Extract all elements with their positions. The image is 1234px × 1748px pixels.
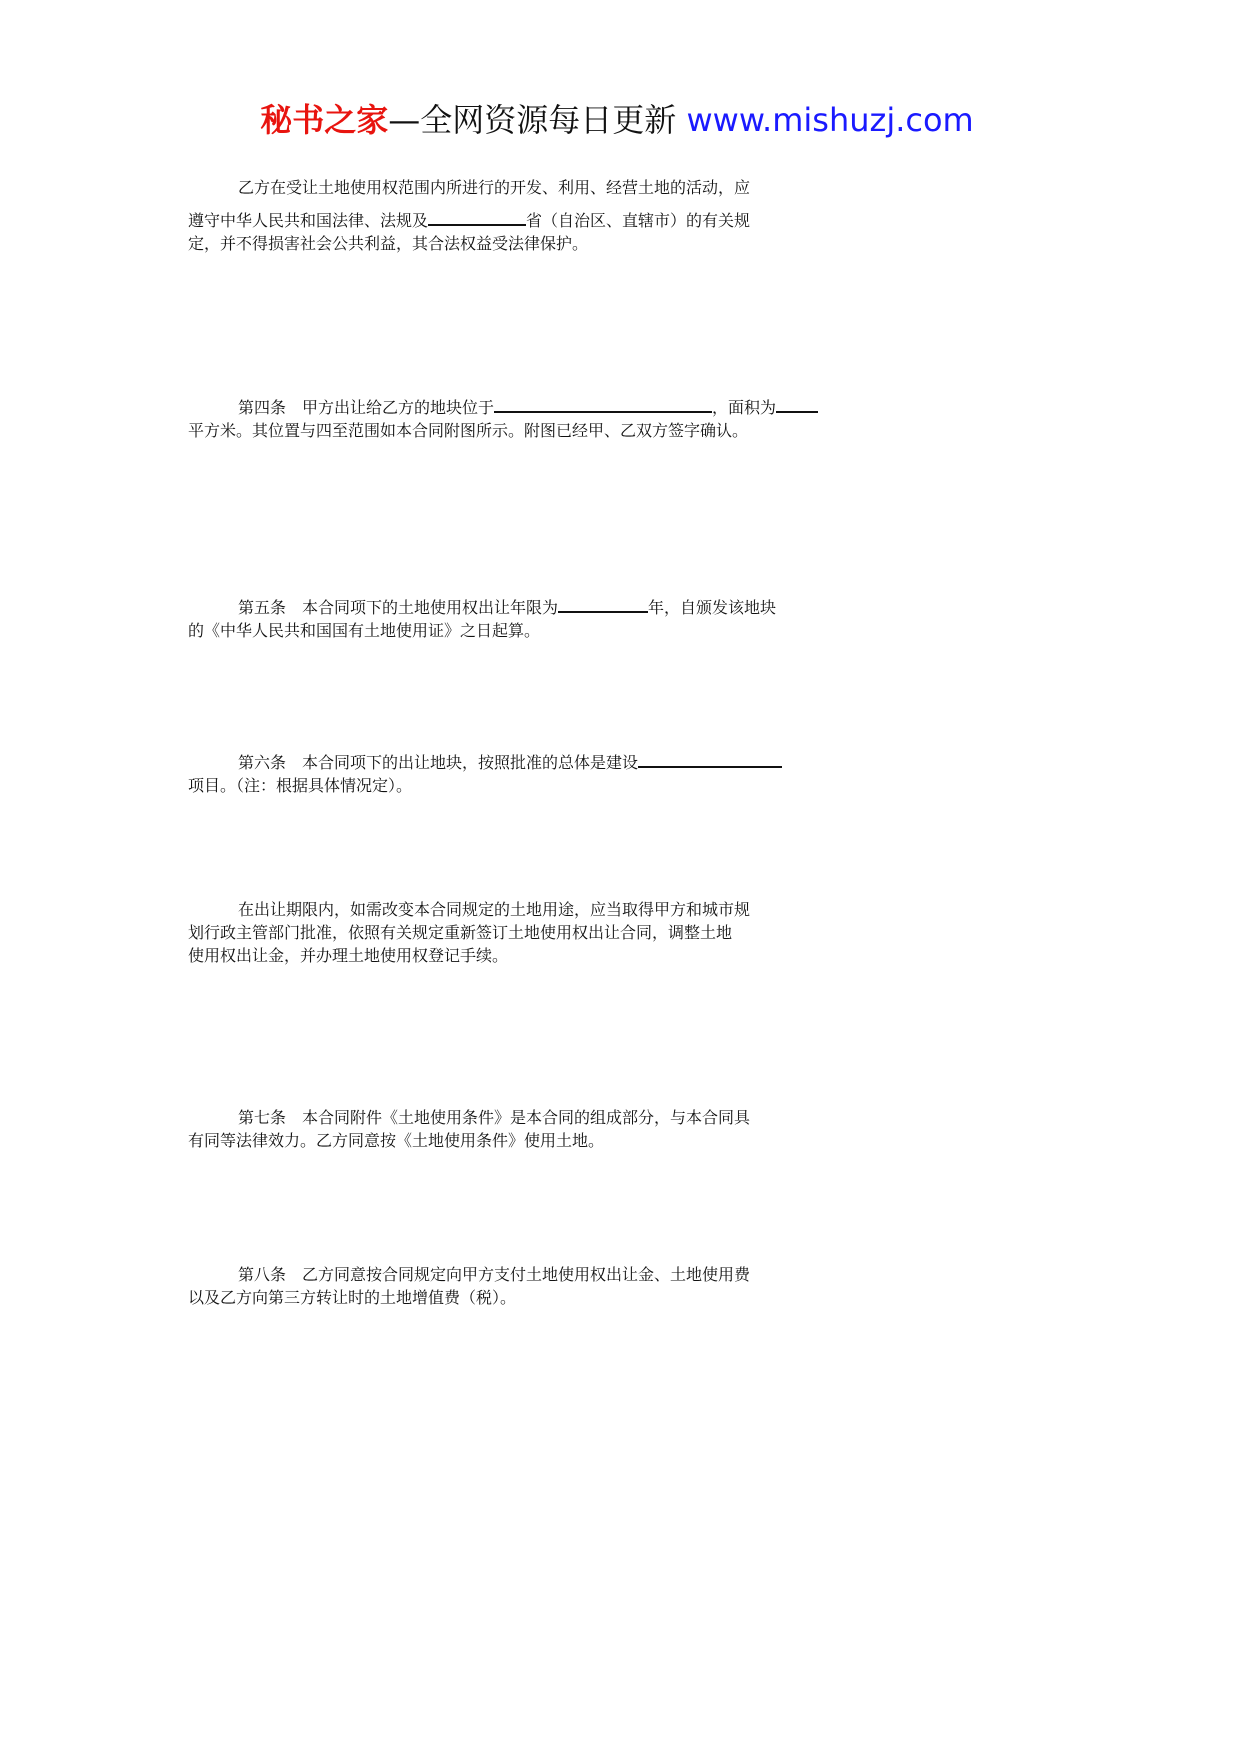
paragraph-land-use-change — [188, 897, 1048, 966]
text-segment: 省（自治区、直辖市）的有关规 — [526, 211, 751, 230]
fill-in-blank-area[interactable] — [776, 385, 818, 413]
text-line — [188, 585, 1048, 618]
fill-in-blank-project[interactable] — [638, 740, 782, 768]
page-header — [0, 100, 1234, 140]
brand-name: 秘书之家 — [260, 101, 389, 139]
text-line: 的《中华人民共和国国有土地使用证》之日起算。 — [188, 621, 541, 640]
header-dash: — — [388, 101, 421, 139]
text-line — [188, 198, 1048, 231]
text-line: 第七条 本合同附件《土地使用条件》是本合同的组成部分，与本合同具 — [238, 1108, 751, 1127]
article-7 — [188, 1105, 1048, 1151]
text-line: 使用权出让金，并办理土地使用权登记手续。 — [188, 946, 509, 965]
text-segment: 年，自颁发该地块 — [648, 598, 777, 617]
article-5 — [188, 585, 1048, 641]
text-segment: 遵守中华人民共和国法律、法规及 — [188, 211, 429, 230]
text-line: 有同等法律效力。乙方同意按《土地使用条件》使用土地。 — [188, 1131, 605, 1150]
text-line: 第八条 乙方同意按合同规定向甲方支付土地使用权出让金、土地使用费 — [238, 1265, 751, 1284]
article-6 — [188, 740, 1048, 796]
text-line: 乙方在受让土地使用权范围内所进行的开发、利用、经营土地的活动，应 — [238, 178, 751, 197]
text-line — [188, 385, 1048, 418]
fill-in-blank-location[interactable] — [494, 385, 712, 413]
text-segment: 第六条 本合同项下的出让地块，按照批准的总体是建设 — [238, 753, 639, 772]
article-4 — [188, 385, 1048, 441]
text-segment: ，面积为 — [712, 398, 777, 417]
text-line: 平方米。其位置与四至范围如本合同附图所示。附图已经甲、乙双方签字确认。 — [188, 421, 749, 440]
header-slogan: 全网资源每日更新 — [420, 101, 677, 139]
text-line: 划行政主管部门批准，依照有关规定重新签订土地使用权出让合同，调整土地 — [188, 923, 733, 942]
text-line: 定，并不得损害社会公共利益，其合法权益受法律保护。 — [188, 234, 589, 253]
fill-in-blank-term-years[interactable] — [558, 585, 648, 613]
text-line — [188, 740, 1048, 773]
text-segment: 第五条 本合同项下的土地使用权出让年限为 — [238, 598, 559, 617]
text-line: 在出让期限内，如需改变本合同规定的土地用途，应当取得甲方和城市规 — [238, 900, 751, 919]
text-segment: 第四条 甲方出让给乙方的地块位于 — [238, 398, 495, 417]
text-line: 以及乙方向第三方转让时的土地增值费（税）。 — [188, 1288, 517, 1307]
text-line: 项目。（注：根据具体情况定）。 — [188, 776, 413, 795]
fill-in-blank-province[interactable] — [428, 198, 526, 226]
website-link[interactable]: www.mishuzj.com — [686, 101, 974, 139]
paragraph-land-activities — [188, 175, 1048, 254]
article-8 — [188, 1262, 1048, 1308]
